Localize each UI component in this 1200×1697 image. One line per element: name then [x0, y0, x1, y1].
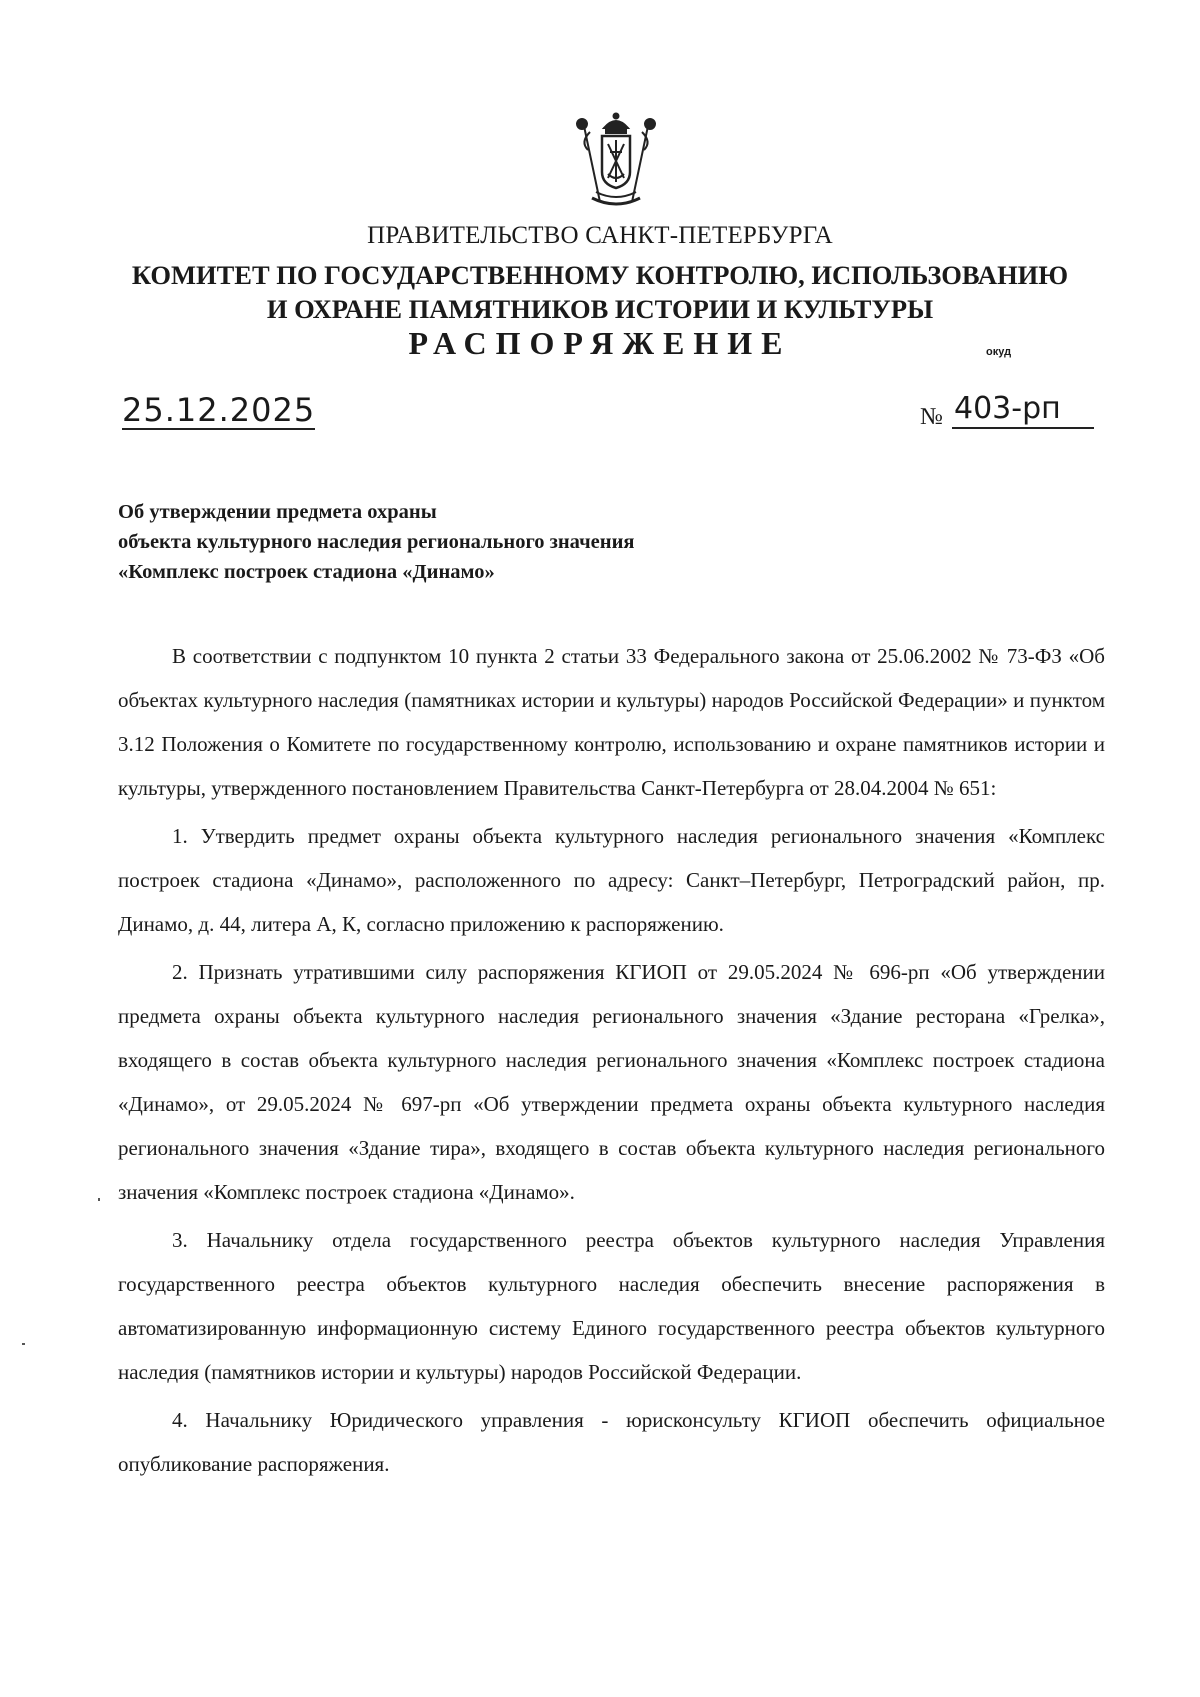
item-3-paragraph: 3. Начальнику отдела государственного реестра объектов культурного наследия Управления государственного реестра объектов культурного наследия обеспечить внесение распоряжения в автоматизированную информационную систему Единого государственного реестра объектов культурного наследия (памятников истории и культуры) народов Российской Федерации. — [118, 1228, 1105, 1384]
subject-line-1: Об утверждении предмета охраны — [118, 501, 437, 523]
okud-label: окуд — [986, 346, 1012, 358]
subject-line-2: объекта культурного наследия регионального значения — [118, 531, 635, 553]
government-name: ПРАВИТЕЛЬСТВО САНКТ-ПЕТЕРБУРГА — [367, 222, 833, 249]
document-subject — [118, 497, 634, 587]
item-4-paragraph: 4. Начальнику Юридического управления - юрисконсульту КГИОП обеспечить официальное опубликование распоряжения. — [118, 1408, 1105, 1476]
document-number: 403-рп — [952, 391, 1094, 429]
scan-mark — [98, 1198, 100, 1201]
saint-petersburg-coat-of-arms-icon — [566, 112, 666, 212]
document-type-title: РАСПОРЯЖЕНИЕ — [408, 325, 792, 361]
committee-name-line-2: И ОХРАНЕ ПАМЯТНИКОВ ИСТОРИИ И КУЛЬТУРЫ — [266, 294, 934, 324]
document-date: 25.12.2025 — [122, 391, 316, 429]
item-2-paragraph: 2. Признать утратившими силу распоряжения КГИОП от 29.05.2024 № 696-рп «Об утверждении предмета охраны объекта культурного наследия регионального значения «Здание ресторана «Грелка», входящего в состав объекта культурного наследия регионального значения «Комплекс построек стадиона «Динамо», от 29.05.2024 № 697-рп «Об утверждении предмета охраны объекта культурного наследия регионального значения «Здание тира», входящего в состав объекта культурного наследия регионального значения «Комплекс построек стадиона «Динамо». — [118, 960, 1105, 1204]
scan-mark — [22, 1343, 25, 1345]
committee-name-line-1: КОМИТЕТ ПО ГОСУДАРСТВЕННОМУ КОНТРОЛЮ, ИСПОЛЬЗОВАНИЮ — [131, 260, 1069, 290]
subject-line-3: «Комплекс построек стадиона «Динамо» — [118, 561, 495, 583]
document-number-label: № — [920, 404, 943, 430]
document-body — [118, 634, 1105, 1486]
preamble-paragraph: В соответствии с подпунктом 10 пункта 2 статьи 33 Федерального закона от 25.06.2002 № 73-ФЗ «Об объектах культурного наследия (памятниках истории и культуры) народов Российской Федерации» и пунктом 3.12 Положения о Комитете по государственному контролю, использованию и охране памятников истории и культуры, утвержденного постановлением Правительства Санкт-Петербурга от 28.04.2004 № 651: — [118, 644, 1105, 800]
item-1-paragraph: 1. Утвердить предмет охраны объекта культурного наследия регионального значения «Комплекс построек стадиона «Динамо», расположенного по адресу: Санкт–Петербург, Петроградский район, пр. Динамо, д. 44, литера А, К, согласно приложению к распоряжению. — [118, 824, 1105, 936]
committee-name — [0, 258, 1200, 326]
